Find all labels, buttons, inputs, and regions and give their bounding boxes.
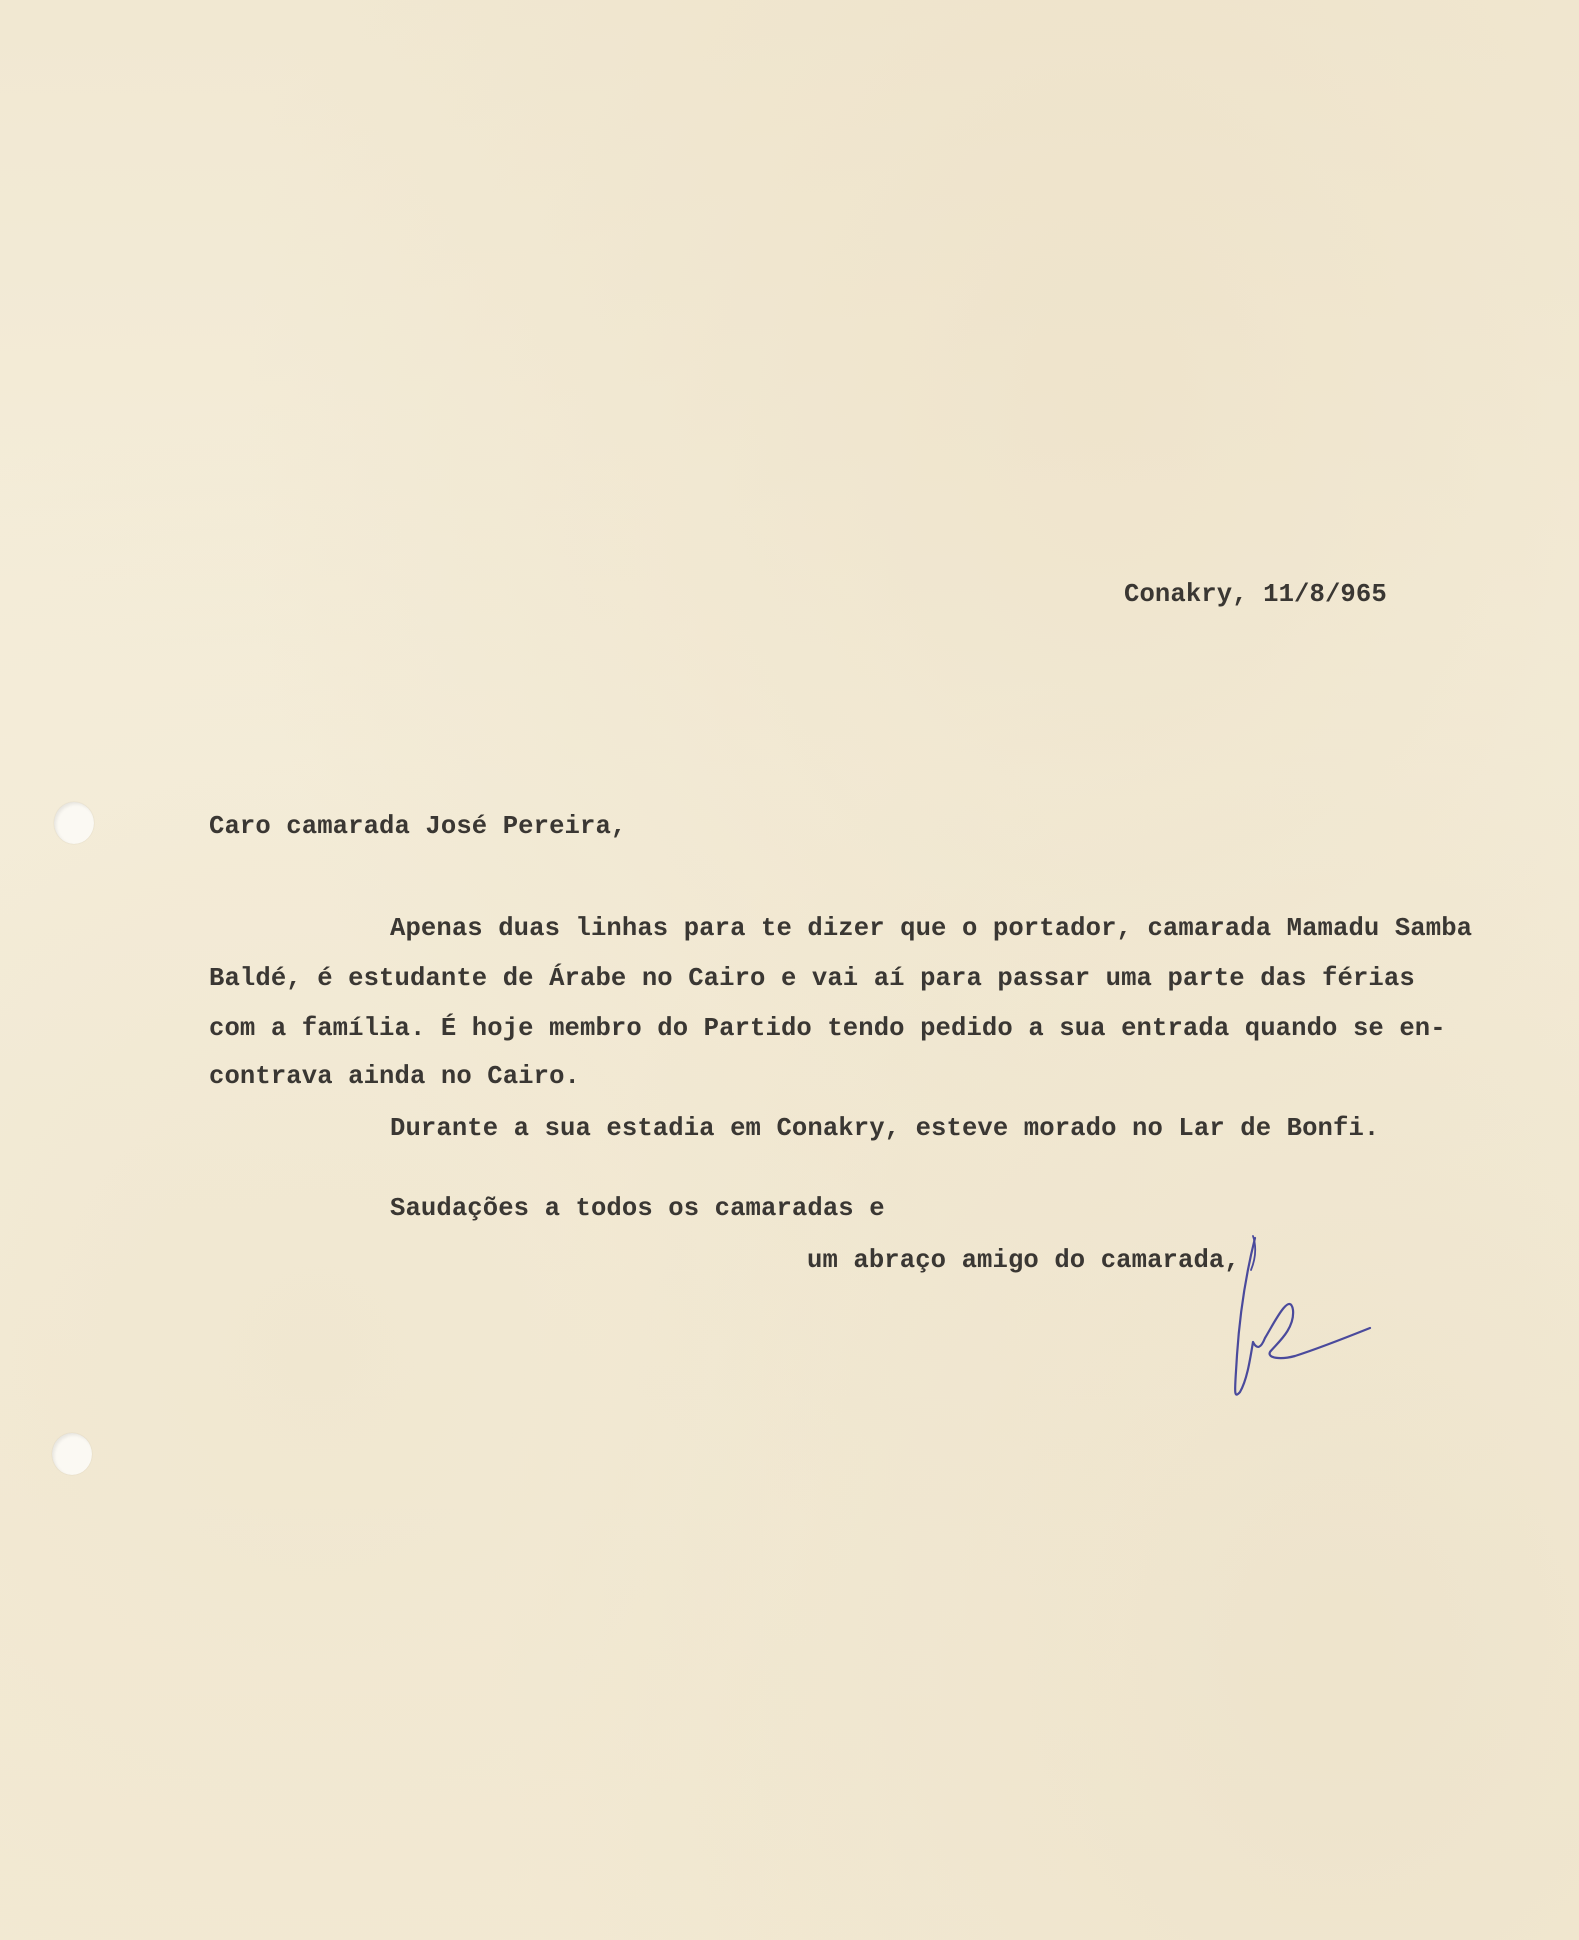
body-line-5: Durante a sua estadia em Conakry, esteve morado no Lar de Bonfi. [390,1114,1380,1143]
closing-line-2: um abraço amigo do camarada, [807,1246,1240,1275]
salutation: Caro camarada José Pereira, [209,812,627,841]
body-line-2: Baldé, é estudante de Árabe no Cairo e vai aí para passar uma parte das férias [209,964,1415,993]
place-date: Conakry, 11/8/965 [1124,580,1387,609]
body-line-4: contrava ainda no Cairo. [209,1062,581,1091]
handwritten-signature [1195,1230,1385,1410]
body-line-3: com a família. É hoje membro do Partido tendo pedido a sua entrada quando se en- [209,1014,1446,1043]
punch-hole-bottom [52,1433,92,1475]
closing-line-1: Saudações a todos os camaradas e [390,1194,885,1223]
punch-hole-top [54,802,94,844]
body-line-1: Apenas duas linhas para te dizer que o portador, camarada Mamadu Samba [390,914,1473,943]
